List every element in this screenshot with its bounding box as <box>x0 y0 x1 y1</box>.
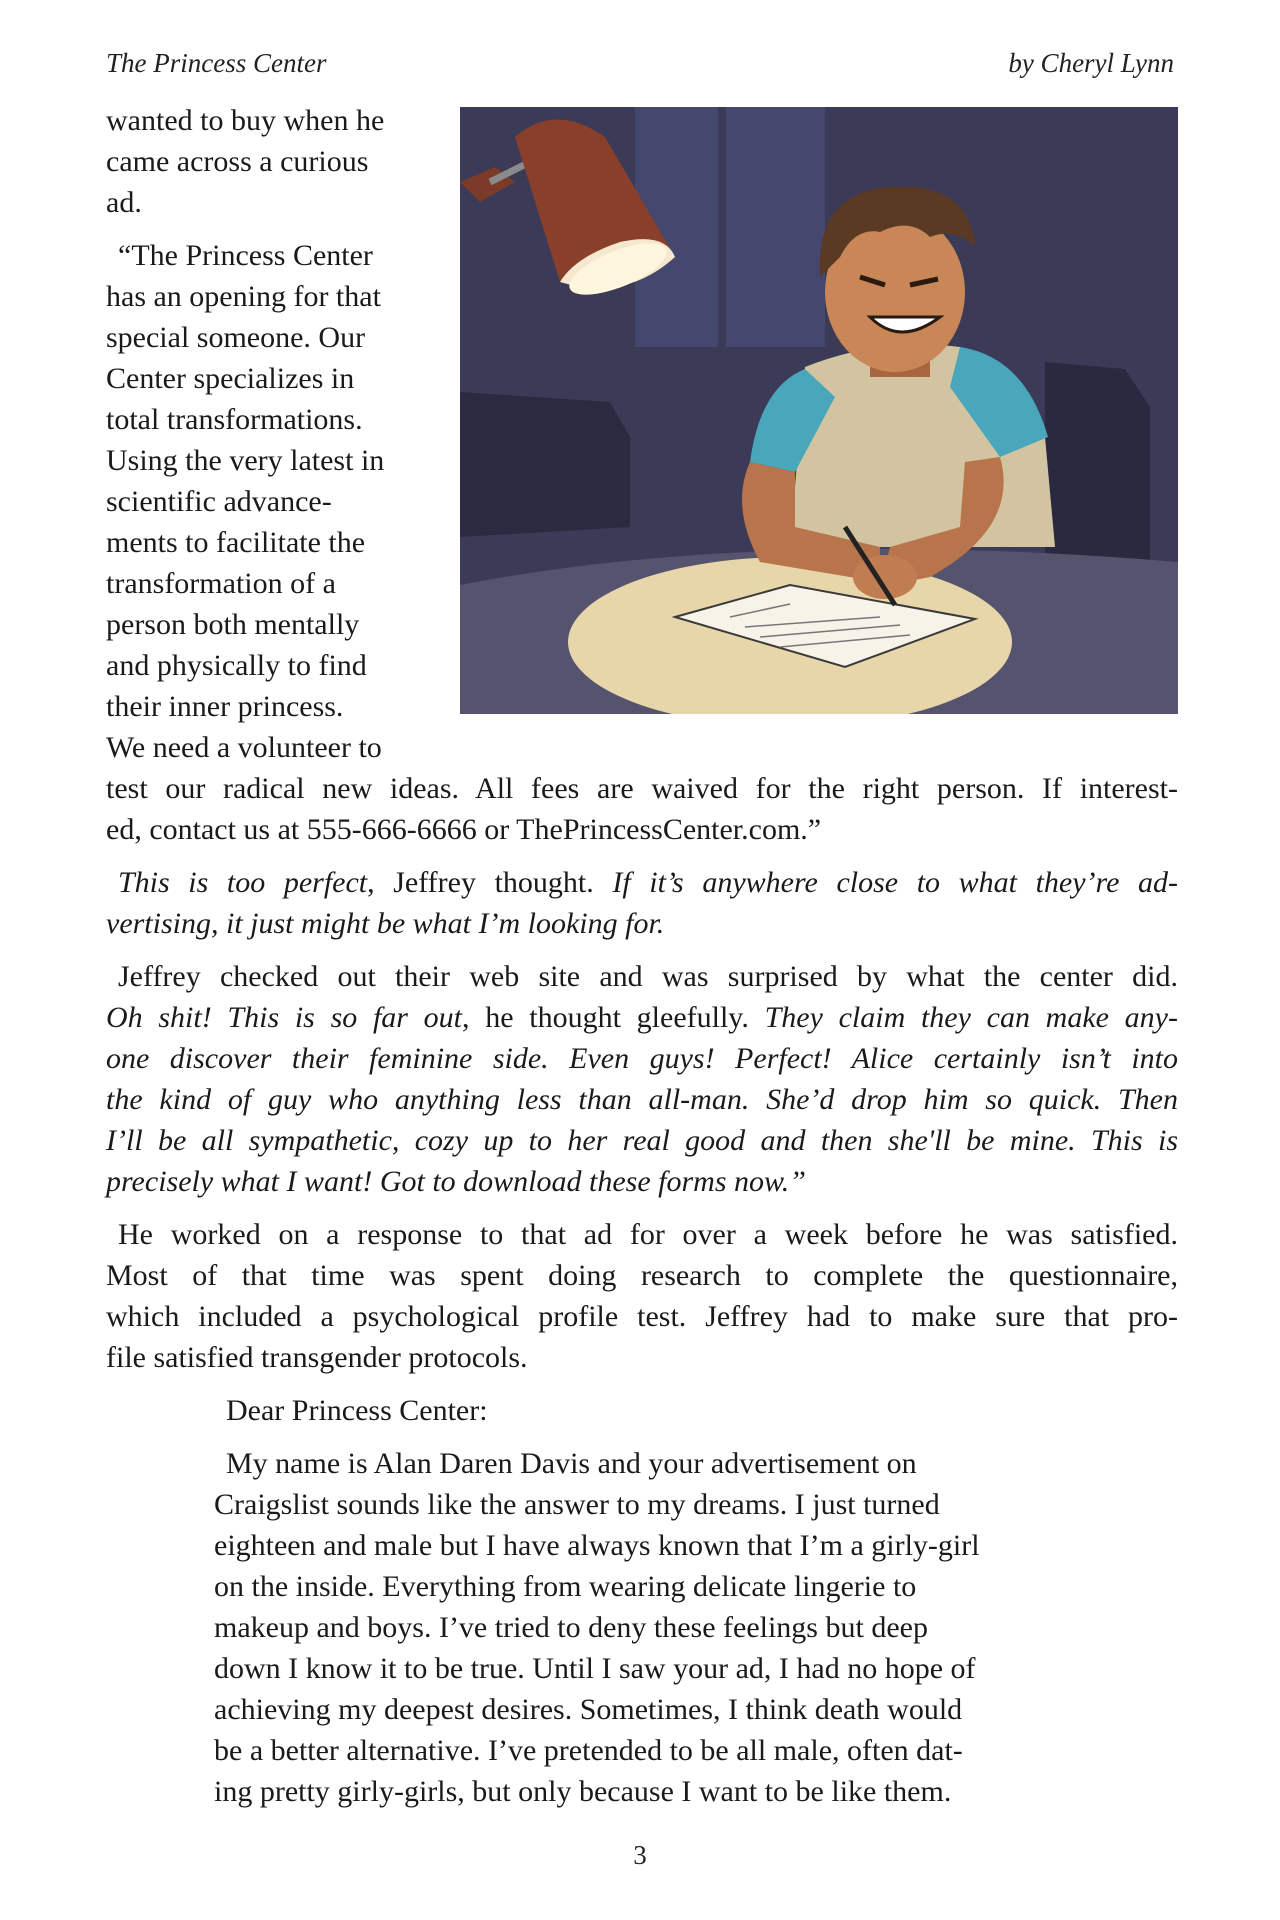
page-number: 3 <box>633 1840 647 1870</box>
italic-thought: If it’s anywhere close to what they’re ad- <box>612 866 1178 899</box>
text-line: scientific advance- <box>106 485 332 518</box>
text-line: Most of that time was spent doing research to complete the questionnaire, <box>106 1259 1178 1292</box>
text-line: ed, contact us at 555-666-6666 or ThePrincessCenter.com.” <box>106 813 822 846</box>
narration: , he thought gleefully. <box>462 1001 765 1034</box>
narration: , Jeffrey thought. <box>367 866 613 899</box>
text-line-mixed <box>118 862 1178 903</box>
letter-line: be a better alternative. I’ve pretended to be all male, often dat- <box>214 1734 963 1767</box>
text-line: has an opening for that <box>106 280 381 313</box>
text-line: total transformations. <box>106 403 363 436</box>
letter-line: achieving my deepest desires. Sometimes, I think death would <box>214 1693 963 1726</box>
letter-line: My name is Alan Daren Davis and your advertisement on <box>226 1447 917 1480</box>
book-title: The Princess Center <box>106 48 327 78</box>
author-name: by Cheryl Lynn <box>1008 48 1174 78</box>
text-line: transformation of a <box>106 567 336 600</box>
text-line: the kind of guy who anything less than all-man. She’d drop him so quick. Then <box>106 1083 1178 1116</box>
text-line: test our radical new ideas. All fees are waived for the right person. If interest- <box>106 772 1178 805</box>
text-line: Jeffrey checked out their web site and was surprised by what the center did. <box>118 960 1178 993</box>
text-line: their inner princess. <box>106 690 344 723</box>
text-line: We need a volunteer to <box>106 731 382 764</box>
text-line: “The Princess Center <box>118 239 373 272</box>
text-line: special someone. Our <box>106 321 366 354</box>
text-line: person both mentally <box>106 608 360 641</box>
italic-thought: Oh shit! This is so far out <box>106 1001 463 1034</box>
letter-line: makeup and boys. I’ve tried to deny these feelings but deep <box>214 1611 928 1644</box>
text-line: ad. <box>106 186 142 219</box>
text-line: wanted to buy when he <box>106 104 385 137</box>
text-line: file satisfied transgender protocols. <box>106 1341 528 1374</box>
italic-thought: This is too perfect <box>118 866 368 899</box>
text-line: Center specializes in <box>106 362 355 395</box>
letter-line: on the inside. Everything from wearing delicate lingerie to <box>214 1570 917 1603</box>
text-line: came across a curious <box>106 145 369 178</box>
text-line: Using the very latest in <box>106 444 385 477</box>
letter-line: ing pretty girly-girls, but only because I want to be like them. <box>214 1775 952 1808</box>
text-line: vertising, it just might be what I’m looking for. <box>106 907 665 940</box>
letter-line: Craigslist sounds like the answer to my dreams. I just turned <box>214 1488 940 1521</box>
text-line: precisely what I want! Got to download these forms now.” <box>106 1165 806 1198</box>
text-line: ments to facilitate the <box>106 526 366 559</box>
text-line: He worked on a response to that ad for over a week before he was satisfied. <box>118 1218 1178 1251</box>
letter-salutation: Dear Princess Center: <box>226 1394 488 1427</box>
text-line: which included a psychological profile test. Jeffrey had to make sure that pro- <box>106 1300 1178 1333</box>
text-line: one discover their feminine side. Even guys! Perfect! Alice certainly isn’t into <box>106 1042 1178 1075</box>
text-line: and physically to find <box>106 649 367 682</box>
letter-line: down I know it to be true. Until I saw your ad, I had no hope of <box>214 1652 976 1685</box>
illustration-boy-writing-at-desk <box>460 107 1178 714</box>
italic-thought: They claim they can make any- <box>764 1001 1178 1034</box>
text-line: I’ll be all sympathetic, cozy up to her real good and then she'll be mine. This is <box>106 1124 1178 1157</box>
illustration-art <box>460 107 1178 714</box>
text-line-mixed <box>106 997 1178 1038</box>
letter-line: eighteen and male but I have always known that I’m a girly-girl <box>214 1529 980 1562</box>
